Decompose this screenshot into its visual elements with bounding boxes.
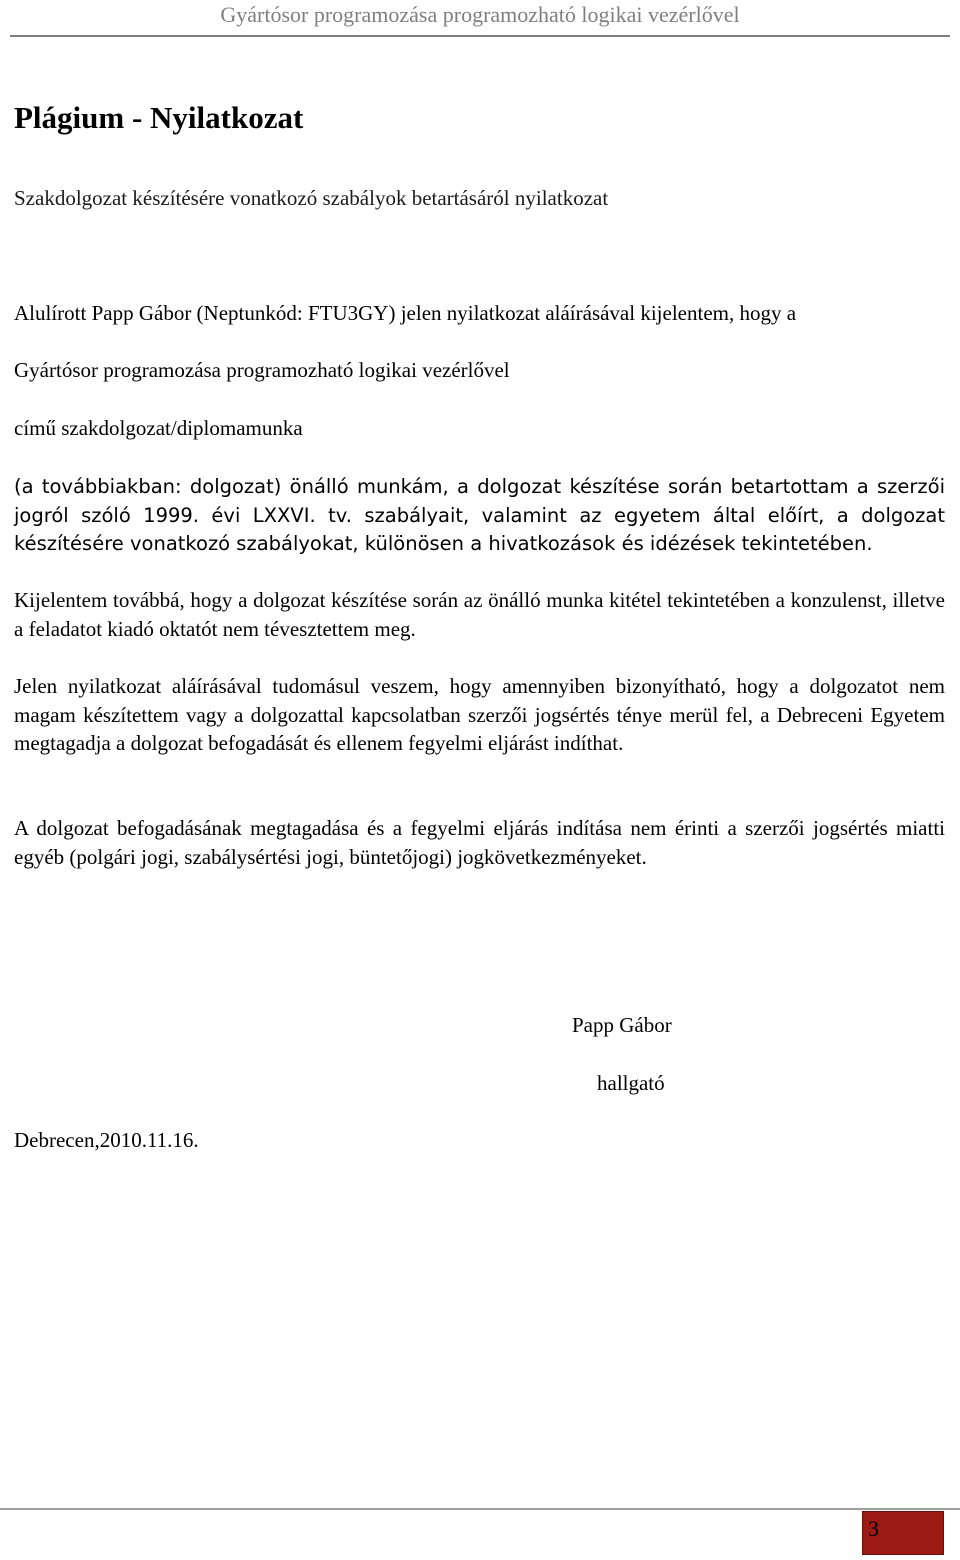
running-header: Gyártósor programozása programozható logikai vezérlővel [220,2,740,27]
paragraph-4: A dolgozat befogadásának megtagadása és a fegyelmi eljárás indítása nem érinti a szerzői jogsértés miatti egyéb (polgári jogi, szabálysértési jogi, büntetőjogi) jogkövetkezményeket. [14,816,945,869]
footer-divider [0,1508,960,1510]
intro-line-1: Alulírott Papp Gábor (Neptunkód: FTU3GY) jelen nyilatkozat aláírásával kijelentem, hogy a [14,301,797,325]
document-subtitle: Szakdolgozat készítésére vonatkozó szabályok betartásáról nyilatkozat [14,186,609,210]
thesis-title-line: Gyártósor programozása programozható logikai vezérlővel [14,358,510,382]
paragraph-2: Kijelentem továbbá, hogy a dolgozat készítése során az önálló munka kitétel tekintetében a konzulenst, illetve a feladatot kiadó oktatót nem tévesztettem meg. [14,588,945,641]
intro-line-3: című szakdolgozat/diplomamunka [14,416,303,440]
signature-name: Papp Gábor [572,1013,672,1037]
document-title: Plágium - Nyilatkozat [14,100,304,135]
header-divider [10,35,950,37]
page-number: 3 [868,1516,879,1541]
paragraph-3: Jelen nyilatkozat aláírásával tudomásul veszem, hogy amennyiben bizonyítható, hogy a dolgozatot nem magam készítettem vagy a dolgozattal kapcsolatban szerzői jogsértés ténye merül fel, a Debreceni Egyetem megtagadja a dolgozat befogadását és ellenem fegyelmi eljárást indíthat. [14,674,945,755]
signature-role: hallgató [597,1071,665,1095]
paragraph-1: (a továbbiakban: dolgozat) önálló munkám, a dolgozat készítése során betartottam a szerzői jogról szóló 1999. évi LXXVI. tv. szabályait, valamint az egyetem által előírt, a dolgozat készítésére vonatkozó szabályokat, különösen a hivatkozások és idézések tekintetében. [14,475,945,555]
place-date: Debrecen,2010.11.16. [14,1128,199,1152]
